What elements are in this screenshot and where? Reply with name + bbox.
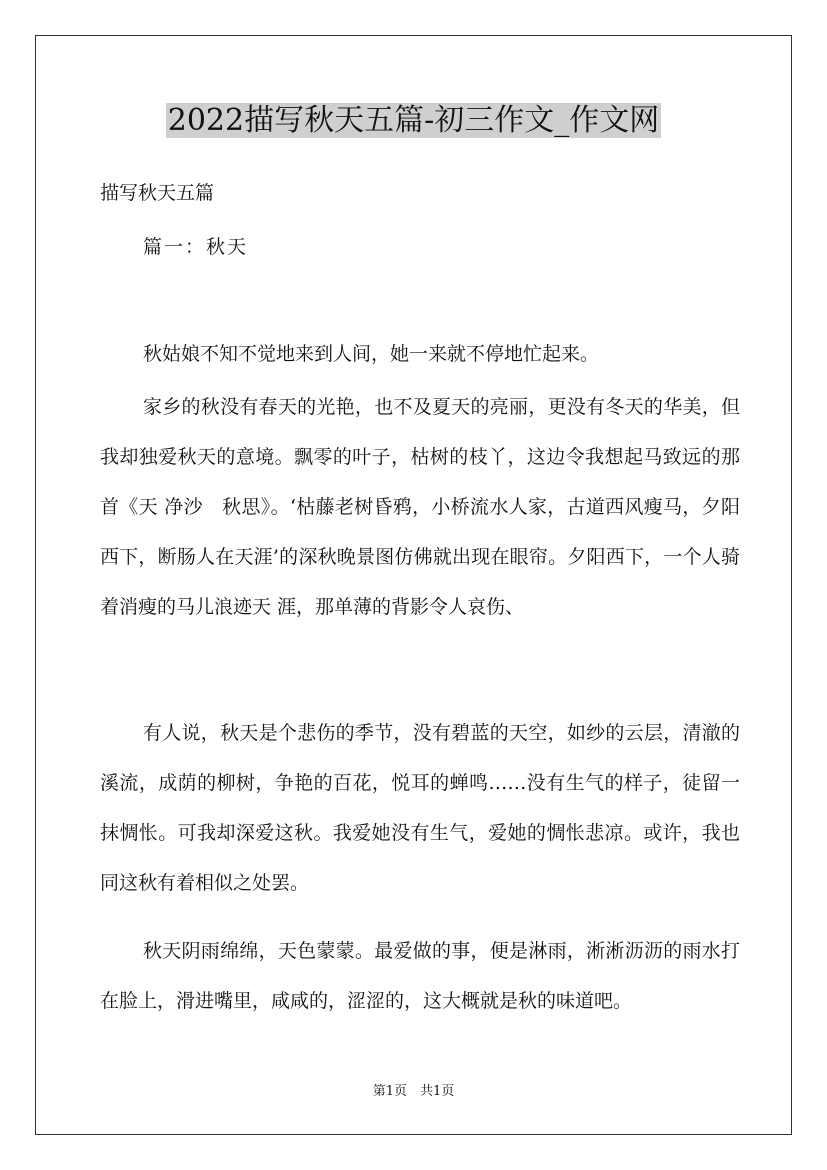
paragraph-2: 家乡的秋没有春天的光艳，也不及夏天的亮丽，更没有冬天的华美，但我却独爱秋天的意境。飘零的叶子，枯树的枝丫，这边令我想起马致远的那首《天 净沙 秋思》。‘枯藤老树昏鸦，小桥流水人家，古道西风瘦马，夕阳西下，断肠人在天涯’的深秋晚景图仿佛就出现在眼帘。夕阳西下，一个人骑着消瘦的马儿浪迹天 涯，那单薄的背影令人哀伤、 — [100, 396, 740, 618]
chapter-subheading: 篇一：秋天 — [143, 236, 249, 258]
page-number-footer: 第1页 共1页 — [372, 1084, 455, 1099]
paragraph-3: 有人说，秋天是个悲伤的季节，没有碧蓝的天空，如纱的云层，清澈的溪流，成荫的柳树，争艳的百花，悦耳的蝉鸣……没有生气的样子，徒留一抹惆怅。可我却深爱这秋。我爱她没有生气，爱她的惆怅悲凉。或许，我也同这秋有着相似之处罢。 — [100, 722, 740, 894]
paragraph-4: 秋天阴雨绵绵，天色蒙蒙。最爱做的事，便是淋雨，淅淅沥沥的雨水打在脸上，滑进嘴里，咸咸的，涩涩的，这大概就是秋的味道吧。 — [100, 940, 740, 1012]
paragraph-1: 秋姑娘不知不觉地来到人间，她一来就不停地忙起来。 — [143, 343, 600, 365]
document-title — [0, 101, 827, 141]
section-heading: 描写秋天五篇 — [100, 182, 215, 204]
document-title-text: 2022描写秋天五篇-初三作文_作文网 — [167, 103, 660, 138]
